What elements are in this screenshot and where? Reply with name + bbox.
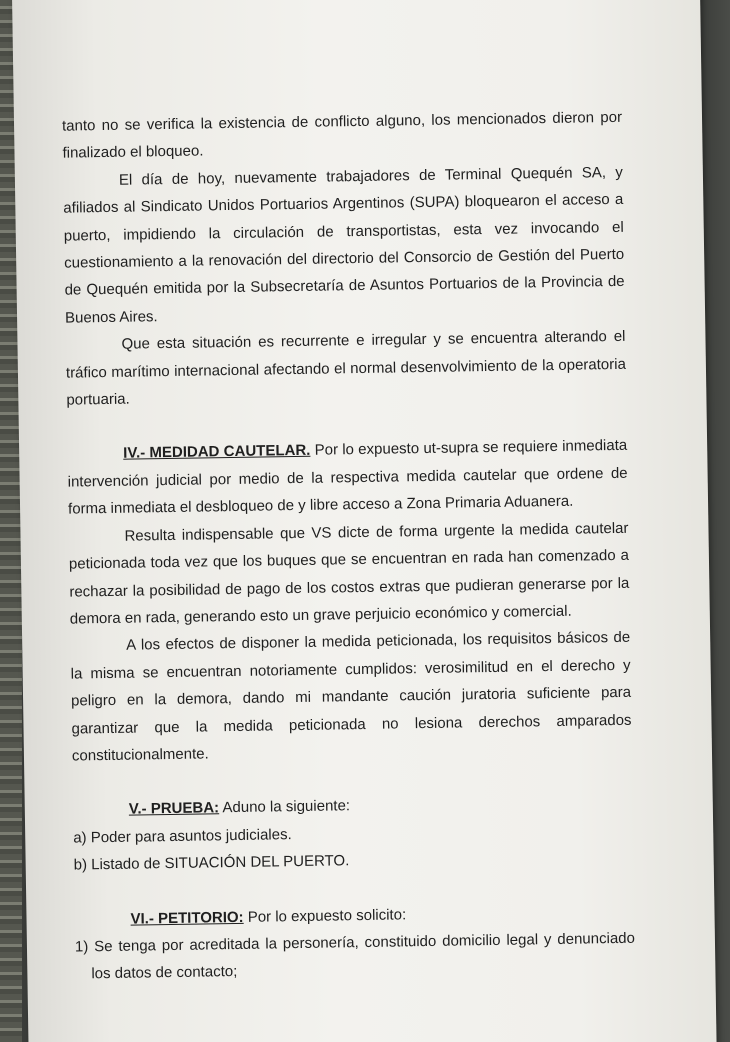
section-iv-paragraph-3: A los efectos de disponer la medida peticionada, los requisitos básicos de la misma se encuentran notoriamente cumplidos: verosimilitud en el derecho y peligro en la demora, dando mi mandante caución juratoria suficiente para garantizar que la medida peticionada no lesiona derechos amparados constitucionalmente. [70,629,632,765]
section-iv-paragraph-2: Resulta indispensable que VS dicte de forma urgente la medida cautelar peticionada toda vez que los buques que se encuentran en rada han comenzado a rechazar la posibilidad de pago de los costos extras que pudieran generarse por la demora en rada, generando esto un grave perjuicio económico y comercial. [68,519,630,628]
section-vi-text: Por lo expuesto solicito: [243,905,407,926]
list-item: b) Listado de SITUACIÓN DEL PUERTO. [73,852,350,874]
section-vi-heading: VI.- PETITORIO: [130,908,244,928]
list-item: a) Poder para asuntos judiciales. [73,825,292,847]
section-v-text: Aduno la siguiente: [218,797,351,817]
document-body [62,104,636,988]
paragraph-recurrent: Que esta situación es recurrente e irregular y se encuentra alterando el tráfico marítimo internacional afectando el normal desenvolvimiento de la operatoria portuaria. [65,328,627,409]
list-item: 1) Se tenga por acreditada la personería, constituido domicilio legal y denunciado los datos de contacto; [74,929,636,983]
section-iv-heading: IV.- MEDIDAD CAUTELAR. [123,442,311,463]
section-v-heading: V.- PRUEBA: [128,799,220,819]
paragraph-blockade: El día de hoy, nuevamente trabajadores de Terminal Quequén SA, y afiliados al Sindicato Unidos Portuarios Argentinos (SUPA) bloquearon el acceso a puerto, impidiendo la circulación de transportistas, esta vez invocando el cuestionamiento a la renovación del directorio del Consorcio de Gestión del Puerto de Quequén emitida por la Subsecretaría de Asuntos Portuarios de la Provincia de Buenos Aires. [63,163,625,327]
document-page [12,0,717,1042]
section-iv-paragraph [67,432,628,523]
section-iv-text: Por lo expuesto ut-supra se requiere inmediata intervención judicial por medio de la respectiva medida cautelar que ordene de forma inmediata el desbloqueo de y libre acceso a Zona Primaria Aduanera. [67,437,628,518]
paragraph-continuation: tanto no se verifica la existencia de conflicto alguno, los mencionados dieron por finalizado el bloqueo. [61,108,623,163]
